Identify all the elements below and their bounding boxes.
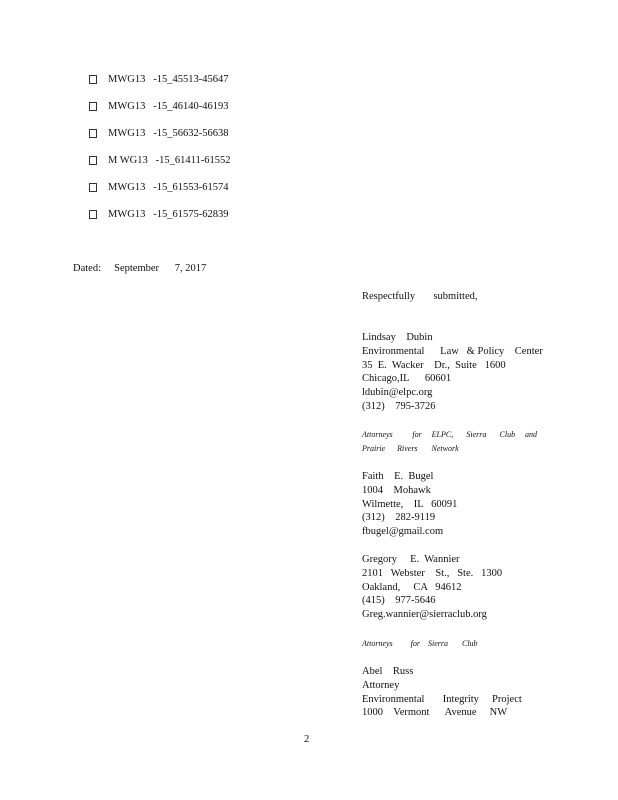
bullet-marker (89, 75, 97, 84)
signatory-phone: (415) 977-5646 (362, 595, 436, 607)
signature-block-russ (362, 665, 552, 720)
signatory-email: ldubin@elpc.org (362, 387, 433, 399)
signatory-name: Faith E. Bugel (362, 471, 434, 482)
signatory-address: 2101 Webster St., Ste. 1300 (362, 567, 503, 579)
closing-text: Respectfully submitted, (362, 291, 478, 302)
list-item: MWG13 -15_56632-56638 (108, 128, 229, 139)
bullet-marker (89, 183, 97, 192)
attorneys-note-elpc: Attorneys for ELPC, Sierra Club and (362, 430, 537, 439)
signatory-organization: Environmental Integrity Project (362, 693, 522, 705)
signatory-phone: (312) 282-9119 (362, 512, 436, 524)
signatory-title: Attorney (362, 679, 400, 691)
signatory-name: Abel Russ (362, 666, 414, 677)
bullet-marker (89, 210, 97, 219)
signature-block-dubin (362, 331, 552, 414)
list-item: MWG13 -15_61553-61574 (108, 182, 229, 193)
dated-line: Dated: September 7, 2017 (73, 263, 207, 274)
attorneys-note-elpc-cont: Prairie Rivers Network (362, 444, 459, 453)
signatory-address: 1004 Mohawk (362, 484, 431, 496)
signatory-phone: (312) 795-3726 (362, 400, 436, 412)
signatory-address: 1000 Vermont Avenue NW (362, 707, 508, 719)
signatory-address: 35 E. Wacker Dr., Suite 1600 (362, 359, 506, 371)
page-number: 2 (304, 734, 310, 745)
signatory-name: Gregory E. Wannier (362, 554, 460, 565)
attorneys-note-sierra: Attorneys for Sierra Club (362, 639, 478, 648)
signatory-name: Lindsay Dubin (362, 332, 433, 343)
bullet-marker (89, 129, 97, 138)
list-item: M WG13 -15_61411-61552 (108, 155, 231, 166)
signatory-city: Chicago,IL 60601 (362, 373, 452, 385)
bullet-marker (89, 156, 97, 165)
signatory-email: Greg.wannier@sierraclub.org (362, 609, 487, 621)
signatory-city: Oakland, CA 94612 (362, 581, 462, 593)
list-item: MWG13 -15_45513-45647 (108, 74, 229, 85)
signatory-email: fbugel@gmail.com (362, 526, 444, 538)
list-item: MWG13 -15_61575-62839 (108, 209, 229, 220)
signature-block-wannier (362, 553, 552, 622)
signature-block-bugel (362, 470, 552, 539)
list-item: MWG13 -15_46140-46193 (108, 101, 229, 112)
bullet-marker (89, 102, 97, 111)
signatory-city: Wilmette, IL 60091 (362, 498, 458, 510)
signatory-organization: Environmental Law & Policy Center (362, 345, 543, 357)
